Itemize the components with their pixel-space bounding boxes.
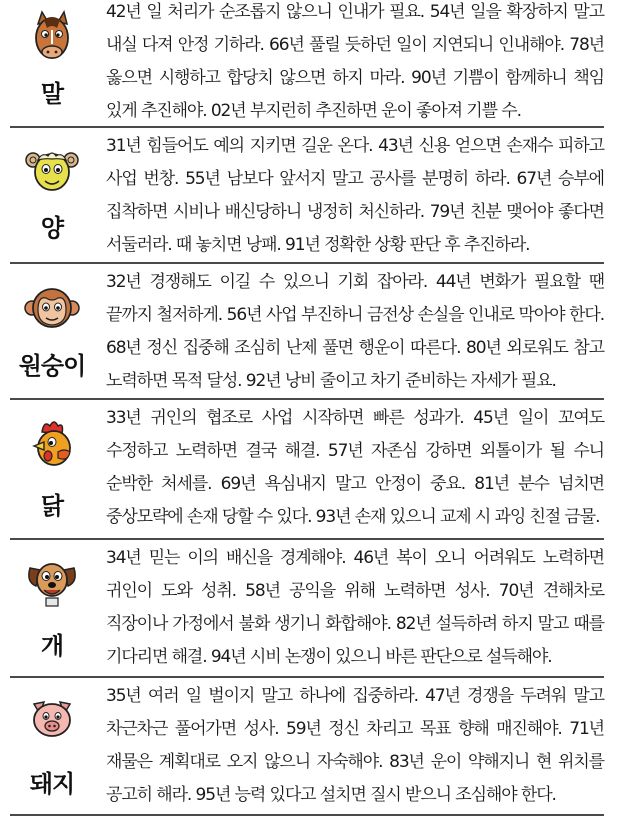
fortune-text: 35년 여러 일 벌이지 말고 하나에 집중하라. 47년 경쟁을 두려워 말고 차근차근 풀어가면 성사. 59년 정신 차리고 목표 향해 매진해야. 71년 재물은 계획대로 오지 않으니 자숙해야. 83년 운이 약해지니 현 위치를 공고히 해라. 95년 능력 있다고 설치면 질시 받으니 조심해야 한다. xyxy=(106,686,604,805)
sheep-icon xyxy=(24,142,80,198)
animal-column xyxy=(10,0,94,128)
animal-name: 양 xyxy=(40,214,64,242)
fortune-row-rooster xyxy=(10,400,604,540)
fortune-text: 42년 일 처리가 순조롭지 않으니 인내가 필요. 54년 일을 확장하지 말고 내실 다져 안정 기하라. 66년 풀릴 듯하던 일이 지연되니 인내해야. 78년 옳으면 시행하고 합당치 않으면 하지 마라. 90년 기쁨이 함께하니 책임 있게 추진해야. 02년 부지런히 추진하면 운이 좋아져 기쁠 수. xyxy=(106,2,604,121)
animal-column xyxy=(10,264,94,400)
animal-name: 원숭이 xyxy=(18,352,86,380)
animal-column xyxy=(10,128,94,264)
animal-column xyxy=(10,400,94,540)
monkey-icon xyxy=(24,280,80,336)
animal-name: 돼지 xyxy=(29,770,75,798)
fortune-row-monkey xyxy=(10,264,604,400)
dog-icon xyxy=(24,554,80,610)
fortune-row-horse xyxy=(10,0,604,128)
fortune-text: 32년 경쟁해도 이길 수 있으니 기회 잡아라. 44년 변화가 필요할 땐 끝까지 철저하게. 56년 사업 부진하니 금전상 손실을 인내로 막아야 한다. 68년 정신 집중해 조심히 난제 풀면 행운이 따른다. 80년 외로워도 참고 노력하면 목적 달성. 92년 낭비 줄이고 차기 준비하는 자세가 필요. xyxy=(106,272,604,391)
pig-icon xyxy=(24,692,80,748)
animal-name: 개 xyxy=(40,632,64,660)
fortune-row-sheep xyxy=(10,128,604,264)
horse-icon xyxy=(24,10,80,66)
animal-name: 닭 xyxy=(40,492,64,520)
row-divider xyxy=(10,814,604,816)
animal-column xyxy=(10,678,94,816)
rooster-icon xyxy=(24,418,80,474)
animal-column xyxy=(10,540,94,678)
fortune-text: 33년 귀인의 협조로 사업 시작하면 빠른 성과가. 45년 일이 꼬여도 수정하고 노력하면 결국 해결. 57년 자존심 강하면 외톨이가 될 수니 순박한 처세를. 69년 욕심내지 말고 안정이 중요. 81년 분수 넘치면 중상모략에 손재 당할 수 있다. 93년 손재 있으니 교제 시 과잉 친절 금물. xyxy=(106,408,604,527)
fortune-text: 31년 힘들어도 예의 지키면 길운 온다. 43년 신용 얻으면 손재수 피하고 사업 번창. 55년 남보다 앞서지 말고 공사를 분명히 하라. 67년 승부에 집착하면 시비나 배신당하니 냉정히 처신하라. 79년 친분 맺어야 좋다면 서둘러라. 때 놓치면 낭패. 91년 정확한 상황 판단 후 추진하라. xyxy=(106,136,604,255)
fortune-row-pig xyxy=(10,678,604,816)
fortune-row-dog xyxy=(10,540,604,678)
fortune-text: 34년 믿는 이의 배신을 경계해야. 46년 복이 오니 어려워도 노력하면 귀인이 도와 성취. 58년 공익을 위해 노력하면 성사. 70년 견해차로 직장이나 가정에서 불화 생기니 화합해야. 82년 설득하려 하지 말고 때를 기다리면 해결. 94년 시비 논쟁이 있으니 바른 판단으로 설득해야. xyxy=(106,548,604,667)
animal-name: 말 xyxy=(40,80,64,108)
